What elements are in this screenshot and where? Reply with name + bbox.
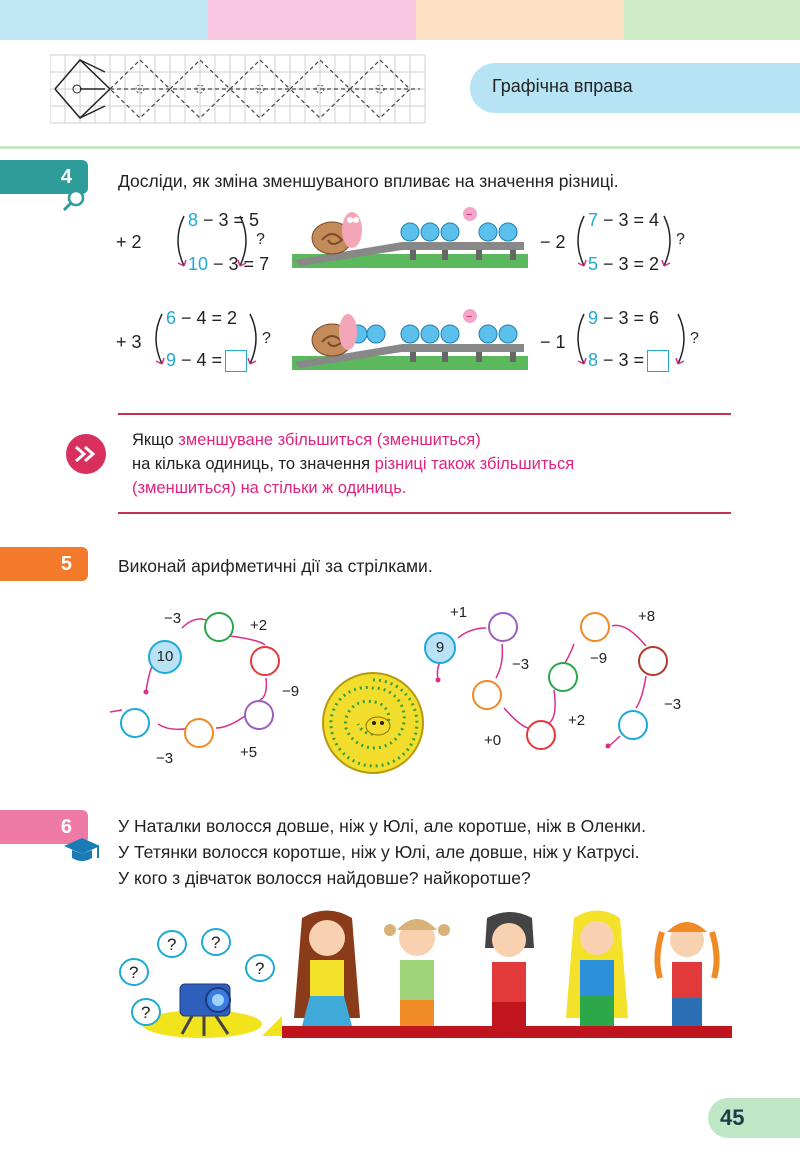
task-4-text: Досліди, як зміна зменшуваного впливає на значення різниці. bbox=[118, 171, 619, 191]
task-6-text: У Наталки волосся довше, ніж у Юлі, але коротше, ніж в Оленки. У Тетянки волосся коротше, ніж у Юлі, але довше, ніж у Катрусі. У кого з дівчаток волосся найдовше? найкоротше? bbox=[118, 816, 646, 888]
chain-2-circle-2[interactable] bbox=[488, 612, 518, 642]
eq-tl-brackets bbox=[170, 210, 270, 280]
eq-tr-line2: 5 − 3 = 2 bbox=[588, 254, 660, 274]
eq-bl-line2: 9 − 4 = bbox=[166, 350, 247, 372]
snail-illustration-bottom bbox=[292, 302, 530, 372]
chain-2-op-2: −3 bbox=[512, 656, 530, 673]
task-4-number: 4 bbox=[0, 160, 88, 194]
header-divider bbox=[0, 146, 800, 149]
eq-tl-line2: 10 − 3 = 7 bbox=[188, 254, 270, 274]
eq-br-line1: 9 − 3 = 6 bbox=[588, 308, 660, 328]
eq-tl-op: + 2 bbox=[116, 232, 142, 252]
snail-illustration-top bbox=[292, 200, 530, 270]
eq-br-question: ? bbox=[690, 330, 699, 347]
chain-1-circle-6[interactable] bbox=[120, 708, 150, 738]
chain-1-op-4: +5 bbox=[240, 744, 258, 761]
girl-1 bbox=[294, 911, 360, 1027]
girl-5 bbox=[657, 922, 716, 1026]
eq-bl-question: ? bbox=[262, 330, 271, 347]
task-5-number: 5 bbox=[0, 547, 88, 581]
section-title: Графічна вправа bbox=[492, 76, 633, 96]
eq-tr-line1: 7 − 3 = 4 bbox=[588, 210, 660, 230]
eq-tl-question: ? bbox=[256, 231, 265, 248]
rule-text: Якщо зменшуване збільшиться (зменшиться) на кілька одиниць, то значення різниці також збільшиться (зменшиться) на стільки ж одиниць. bbox=[132, 431, 575, 497]
magnifier-icon bbox=[60, 188, 90, 214]
svg-text:?: ? bbox=[211, 933, 221, 952]
girl-4 bbox=[566, 911, 628, 1027]
eq-tr-brackets bbox=[570, 210, 680, 280]
svg-text:?: ? bbox=[141, 1003, 151, 1022]
svg-text:−: − bbox=[466, 311, 473, 323]
eq-br-line2: 8 − 3 = bbox=[588, 350, 669, 372]
chain-2-op-3: +0 bbox=[484, 732, 502, 749]
chain-2-op-5: −9 bbox=[590, 650, 608, 667]
eq-bl-op: + 3 bbox=[116, 332, 142, 352]
svg-text:?: ? bbox=[129, 963, 139, 982]
chain-2-circle-3[interactable] bbox=[472, 680, 502, 710]
fast-forward-icon bbox=[64, 432, 108, 476]
girl-2 bbox=[384, 919, 450, 1026]
chain-1-op-1: −3 bbox=[164, 610, 182, 627]
chain-1-op-3: −9 bbox=[282, 683, 300, 700]
svg-text:−: − bbox=[466, 209, 473, 221]
svg-text:?: ? bbox=[255, 959, 265, 978]
camera-illustration bbox=[112, 924, 292, 1044]
chain-1-circle-3[interactable] bbox=[250, 646, 280, 676]
rule-bottom-line bbox=[118, 512, 731, 514]
eq-br-brackets bbox=[570, 308, 696, 378]
eq-bl-brackets bbox=[148, 308, 268, 378]
chain-2-op-4: +2 bbox=[568, 712, 586, 729]
chain-1-circle-5[interactable] bbox=[184, 718, 214, 748]
girls-illustration bbox=[282, 908, 734, 1048]
chain-2-circle-5[interactable] bbox=[548, 662, 578, 692]
chain-1-op-2: +2 bbox=[250, 617, 268, 634]
chain-1-op-5: −3 bbox=[156, 750, 174, 767]
chain-2-circle-7[interactable] bbox=[638, 646, 668, 676]
chain-2-circle-8[interactable] bbox=[618, 710, 648, 740]
eq-br-op: − 1 bbox=[540, 332, 566, 352]
snake-illustration bbox=[318, 668, 428, 778]
rule-top-line bbox=[118, 413, 731, 415]
chain-1-circle-4[interactable] bbox=[244, 700, 274, 730]
svg-text:?: ? bbox=[167, 935, 177, 954]
eq-tr-question: ? bbox=[676, 231, 685, 248]
chain-2-start-value: 9 bbox=[435, 639, 445, 656]
page-number: 45 bbox=[720, 1105, 745, 1130]
task-6-number: 6 bbox=[0, 810, 88, 844]
eq-tl-line1: 8 − 3 = 5 bbox=[188, 210, 260, 230]
graphic-exercise-grid bbox=[50, 50, 430, 130]
chain-1-circle-2[interactable] bbox=[204, 612, 234, 642]
chain-1-start-value: 10 bbox=[156, 648, 174, 665]
eq-tr-op: − 2 bbox=[540, 232, 566, 252]
eq-bl-line1: 6 − 4 = 2 bbox=[166, 308, 238, 328]
chain-2-circle-4[interactable] bbox=[526, 720, 556, 750]
chain-2-op-6: +8 bbox=[638, 608, 656, 625]
chain-2-op-1: +1 bbox=[450, 604, 468, 621]
chain-2-op-7: −3 bbox=[664, 696, 682, 713]
girl-3 bbox=[485, 912, 534, 1026]
graduation-cap-icon bbox=[62, 836, 102, 864]
task-5-text: Виконай арифметичні дії за стрілками. bbox=[118, 556, 433, 576]
chain-2-circle-6[interactable] bbox=[580, 612, 610, 642]
